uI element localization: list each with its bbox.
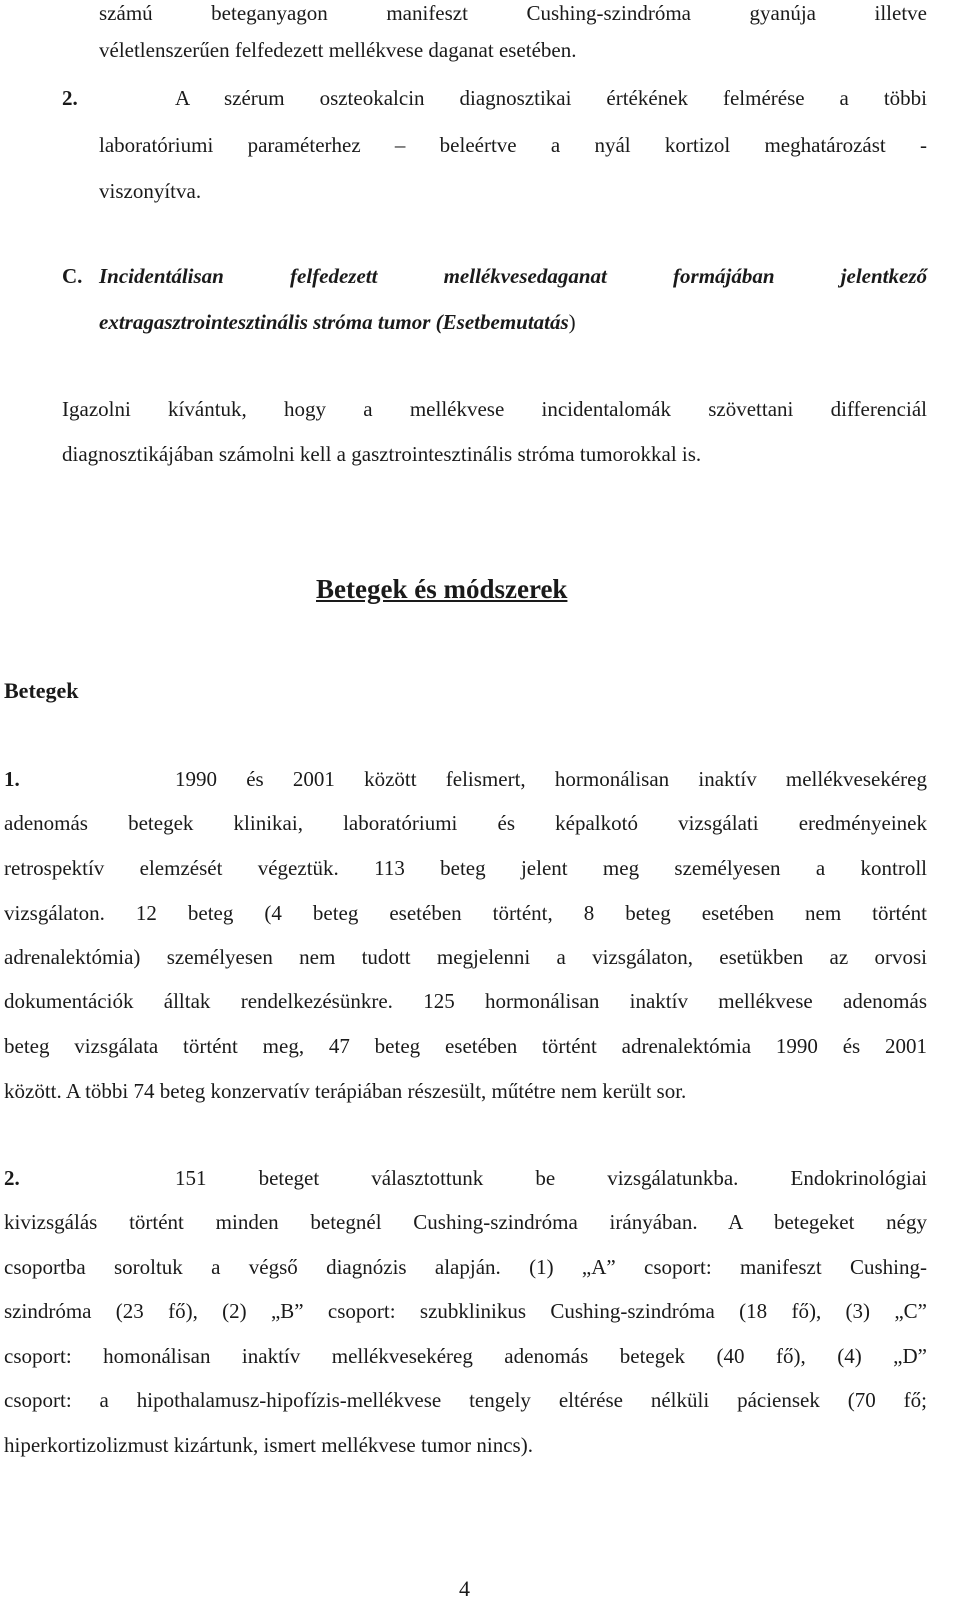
item2-line-2: laboratóriumi paraméterhez – beleértve a nyál kortizol meghatározást - [99, 133, 927, 157]
aim-line-1: Igazolni kívántuk, hogy a mellékvese incidentalomák szövettani differenciál [62, 397, 927, 421]
section-c-title-line-1: Incidentálisan felfedezett mellékvesedaganat formájában jelentkező [99, 264, 927, 288]
para1-line-8: között. A többi 74 beteg konzervatív terápiában részesült, műtétre nem került sor. [4, 1079, 687, 1103]
aim-line-2: diagnosztikájában számolni kell a gasztrointesztinális stróma tumorokkal is. [62, 442, 702, 466]
para2-number: 2. [4, 1166, 20, 1190]
para2-line-1: 151 beteget választottunk be vizsgálatunkba. Endokrinológiai [175, 1166, 927, 1190]
para1-line-2: adenomás betegek klinikai, laboratóriumi és képalkotó vizsgálati eredményeinek [4, 811, 927, 835]
item2-line-1: A szérum oszteokalcin diagnosztikai értékének felmérése a többi [175, 86, 927, 110]
para2-line-3: csoportba soroltuk a végső diagnózis alapján. (1) „A” csoport: manifeszt Cushing- [4, 1255, 927, 1279]
para1-line-1: 1990 és 2001 között felismert, hormonálisan inaktív mellékvesekéreg [175, 767, 927, 791]
item2-line-3: viszonyítva. [99, 179, 202, 203]
para2-line-6: csoport: a hipothalamusz-hipofízis-mellékvese tengely eltérése nélküli páciensek (70 fő; [4, 1388, 927, 1412]
para2-line-4: szindróma (23 fő), (2) „B” csoport: szubklinikus Cushing-szindróma (18 fő), (3) „C” [4, 1299, 927, 1323]
section-c-title-paren: ) [568, 310, 576, 334]
section-c-title-text: extragasztrointesztinális stróma tumor (Esetbemutatás [99, 310, 569, 334]
para1-line-7: beteg vizsgálata történt meg, 47 beteg esetében történt adrenalektómia 1990 és 2001 [4, 1034, 927, 1058]
para1-number: 1. [4, 767, 20, 791]
para1-line-3: retrospektív elemzését végeztük. 113 beteg jelent meg személyesen a kontroll [4, 856, 927, 880]
methods-heading: Betegek és módszerek [316, 574, 568, 604]
section-letter-c: C. [62, 264, 83, 288]
section-c-title-line-2 [99, 312, 576, 333]
para2-line-7: hiperkortizolizmust kizártunk, ismert mellékvese tumor nincs). [4, 1433, 533, 1457]
para2-line-2: kivizsgálás történt minden betegnél Cushing-szindróma irányában. A betegeket négy [4, 1210, 927, 1234]
para1-line-6: dokumentációk álltak rendelkezésünkre. 125 hormonálisan inaktív mellékvese adenomás [4, 989, 927, 1013]
para2-line-5: csoport: homonálisan inaktív mellékvesekéreg adenomás betegek (40 fő), (4) „D” [4, 1344, 927, 1368]
para1-line-5: adrenalektómia) személyesen nem tudott megjelenni a vizsgálaton, esetükben az orvosi [4, 945, 927, 969]
list-number-2: 2. [62, 86, 78, 110]
intro-line-2: véletlenszerűen felfedezett mellékvese daganat esetében. [99, 38, 577, 62]
para1-line-4: vizsgálaton. 12 beteg (4 beteg esetében történt, 8 beteg esetében nem történt [4, 901, 927, 925]
page-number: 4 [459, 1576, 470, 1601]
intro-line-1: számú beteganyagon manifeszt Cushing-szindróma gyanúja illetve [99, 1, 927, 25]
patients-heading: Betegek [4, 678, 79, 703]
